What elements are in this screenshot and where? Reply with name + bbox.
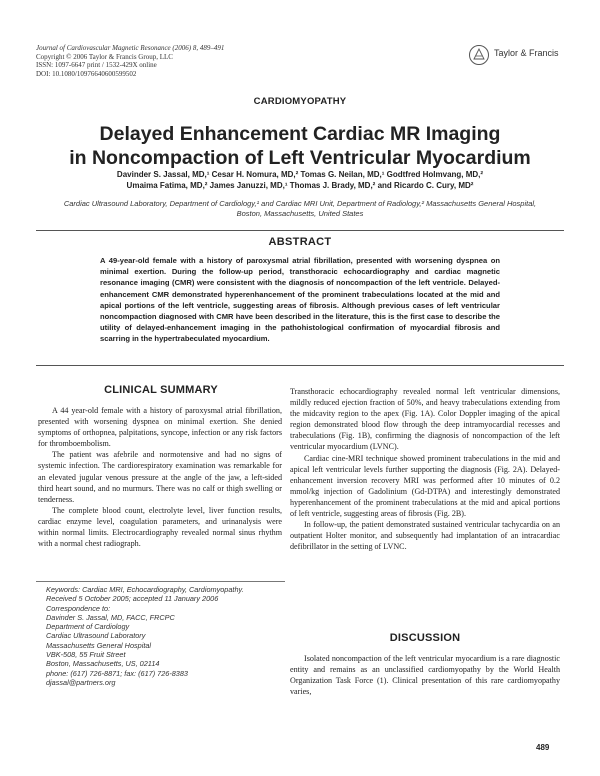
affiliation-line-1: Cardiac Ultrasound Laboratory, Department of Cardiology,¹ and Cardiac MRI Unit, Department of Radiology,² Massachusetts General Hospital,: [63, 199, 537, 208]
correspondence-phone: phone: (617) 726-8871; fax: (617) 726-8383: [46, 668, 188, 678]
correspondence-label: Correspondence to:: [46, 603, 111, 613]
issn-line: ISSN: 1097-6647 print / 1532-429X online: [36, 61, 157, 70]
discussion-paragraph-1: Isolated noncompaction of the left ventricular myocardium is a rare diagnostic entity and remains as an unclassified cardiomyopathy by the World Health Organization Task Force (1). Clinical presentation of this rare cardiomyopathy varies,: [290, 654, 560, 697]
divider-top: [36, 230, 564, 231]
findings-paragraph-2: Cardiac cine-MRI technique showed prominent trabeculations in the mid and apical left ventricular levels further supporting the diagnosis (Fig. 2A). Delayed-enhancement inversion recovery MRI was performed after 10 minutes of 0.2 mmol/kg injection of Gadolinium (Gd-DTPA) and interestingly demonstrated hyperenhancement of the prominent trabeculations at the mid and apical portions of left ventricle, suggesting areas of fibrosis (Fig. 2B).: [290, 453, 560, 519]
correspondence-dept: Department of Cardiology: [46, 622, 130, 632]
clinical-paragraph-1: A 44 year-old female with a history of paroxysmal atrial fibrillation, presented with worsening dyspnea on minimal exertion. She denied symptoms of orthopnea, palpitations, syncope, infection or any risk factors for thromboembolism.: [38, 406, 282, 449]
clinical-paragraph-2: The patient was afebrile and normotensive and had no signs of systemic infection. The cardiorespiratory examination was remarkable for an elevated jugular venous pressure at the angle of the jaw, a left-sided third heart sound, and no murmurs. There was no calf or thigh swelling or tenderness.: [38, 450, 282, 504]
title-line-2: in Noncompaction of Left Ventricular Myocardium: [69, 147, 531, 169]
abstract-heading: ABSTRACT: [268, 236, 332, 248]
publisher-logo-icon: [468, 44, 490, 66]
authors-line-1: Davinder S. Jassal, MD,¹ Cesar H. Nomura, MD,² Tomas G. Neilan, MD,¹ Godtfred Holmvang, MD,²: [116, 170, 484, 179]
journal-citation: [36, 44, 366, 78]
correspondence-email[interactable]: djassal@partners.org: [46, 677, 116, 687]
section-label: CARDIOMYOPATHY: [253, 96, 347, 107]
clinical-summary-body: [38, 405, 282, 549]
page-number: 489: [536, 743, 550, 752]
footnote: [46, 585, 286, 687]
discussion-body: [290, 653, 560, 697]
publisher-logo: [468, 44, 578, 70]
publisher-name: Taylor & Francis: [494, 48, 559, 58]
divider-bottom: [36, 365, 564, 366]
clinical-summary-heading: CLINICAL SUMMARY: [104, 384, 218, 396]
affiliations: [40, 199, 560, 219]
author-list: [50, 170, 550, 191]
clinical-paragraph-3: The complete blood count, electrolyte level, liver function results, cardiac enzyme level, coagulation parameters, and urinanalysis were within normal limits. Electrocardiography revealed normal sinus rhythm with a normal chest radiograph.: [38, 505, 282, 549]
journal-name-line: Journal of Cardiovascular Magnetic Resonance (2006) 8, 489–491: [36, 44, 225, 52]
doi-line: DOI: 10.1080/10976640600599502: [36, 69, 137, 78]
copyright-line: Copyright © 2006 Taylor & Francis Group, LLC: [36, 52, 173, 61]
correspondence-lab: Cardiac Ultrasound Laboratory: [46, 631, 146, 641]
received-dates: Received 5 October 2005; accepted 11 January 2006: [46, 594, 219, 604]
correspondence-hospital: Massachusetts General Hospital: [46, 640, 152, 650]
title-line-1: Delayed Enhancement Cardiac MR Imaging: [99, 123, 501, 145]
discussion-heading: DISCUSSION: [389, 632, 461, 644]
footnote-divider: [36, 581, 285, 582]
affiliation-line-2: Boston, Massachusetts, United States: [236, 209, 364, 218]
article-title: [30, 122, 570, 170]
authors-line-2: Umaima Fatima, MD,² James Januzzi, MD,¹ Thomas J. Brady, MD,² and Ricardo C. Cury, MD²: [126, 180, 474, 190]
findings-paragraph-1: Transthoracic echocardiography revealed normal left ventricular dimensions, mildly reduced ejection fraction of 50%, and heavy trabeculations extending from the midcavity region to the apex (Fig. 1A). Color Doppler imaging of the apical region demonstrated blood flow through the deep intramyocardial recesses and trabeculations (Fig. 1B), confirming the diagnosis of noncompaction of the left ventricular myocardium (LVNC).: [290, 387, 560, 452]
case-findings-body: [290, 386, 560, 552]
correspondence-street: VBK-508, 55 Fruit Street: [46, 650, 126, 660]
findings-paragraph-3: In follow-up, the patient demonstrated sustained ventricular tachycardia on an outpatient Holter monitor, and subsequently had implantation of an intracardiac defibrillator in the setting of LVNC.: [290, 520, 560, 552]
abstract-text: A 49-year-old female with a history of paroxysmal atrial fibrillation, presented with worsening dyspnea on minimal exertion. During the follow-up period, transthoracic echocardiography and cardiac magnetic resonance imaging (CMR) were consistent with the diagnosis of noncompaction of the left ventricle. Delayed-enhancement CMR demonstrated hyperenhancement of the prominent trabeculations located at the mid and apical portions of the left ventricle, suggesting areas of fibrosis. Although previous cases of left ventricular noncompaction diagnosed with CMR have been described in the literature, this is the first case to describe the utility of delayed-enhancement imaging in the pathohistological confirmation of myocardial fibrosis and scarring in the hypertrabeculated myocardium.: [100, 256, 500, 344]
correspondence-city: Boston, Massachusetts, US, 02114: [46, 659, 160, 669]
correspondence-name: Davinder S. Jassal, MD, FACC, FRCPC: [46, 612, 175, 622]
keywords: Keywords: Cardiac MRI, Echocardiography, Cardiomyopathy.: [46, 585, 244, 594]
